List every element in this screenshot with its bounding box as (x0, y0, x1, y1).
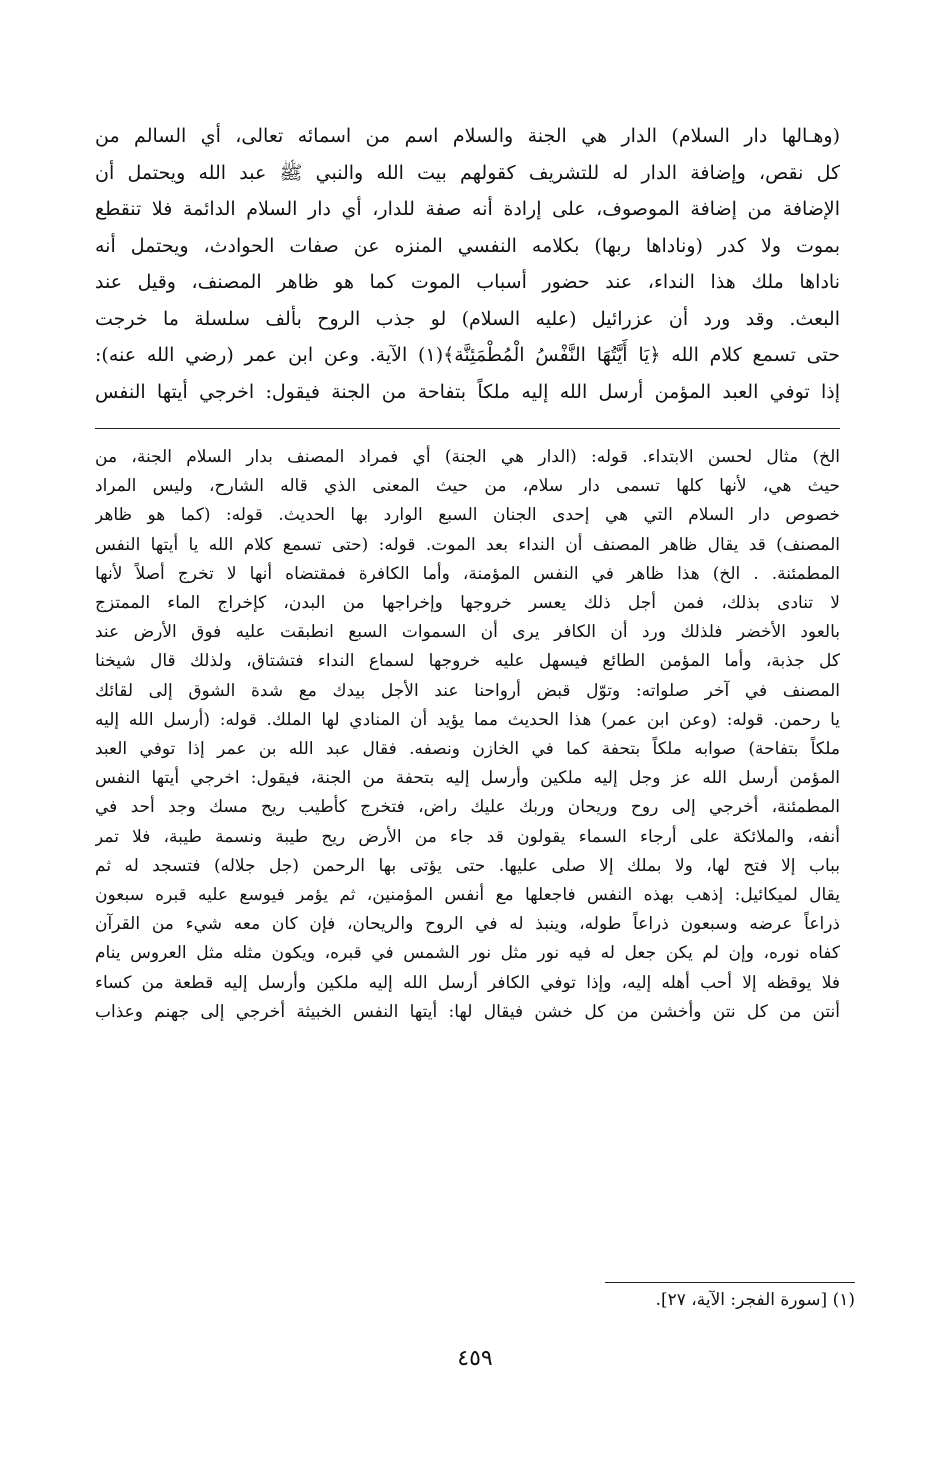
commentary-line: يا رحمن. قوله: (وعن ابن عمر) هذا الحديث مما يؤيد أن المنادي لها الملك. قوله: (أرسل الله إليه (95, 709, 840, 730)
commentary-line: المصنف في آخر صلواته: وتوّل قبض أرواحنا عند الأجل بيدك مع شدة الشوق إلى لقائك (95, 680, 840, 701)
main-text-line: البعث. وقد ورد أن عزرائيل (عليه السلام) لو جذب الروح بألف سلسلة ما خرجت (95, 307, 840, 330)
commentary-line: كل جذبة، وأما المؤمن الطائع فيسهل عليه خروجها لسماع النداء فتشتاق، ولذلك قال شيخنا (95, 651, 840, 672)
commentary-line: ملكاً بتفاحة) صوابه ملكاً بتحفة كما في الخازن ونصفه. فقال عبد الله بن عمر إذا توفي العبد (95, 739, 840, 760)
commentary-line: أنتن من كل نتن وأخشن من كل خشن فيقال لها: أيتها النفس الخبيثة أخرجي إلى جهنم وعذاب (95, 1001, 840, 1022)
commentary-line: المطمئنة، أخرجي إلى روح وريحان وربك عليك راض، فتخرج كأطيب ريح مسك وجد أحد في (95, 797, 840, 818)
commentary-line: بباب إلا فتح لها، ولا بملك إلا صلى عليها. حتى يؤتى بها الرحمن (جل جلاله) فتسجد له ثم (95, 855, 840, 876)
main-text-line: بموت ولا كدر (وناداها ربها) بكلامه النفسي المنزه عن صفات الحوادث، ويحتمل أنه (95, 234, 840, 257)
main-text-line: (وهـالها دار السلام) الدار هي الجنة والسلام اسم من اسمائه تعالى، أي السالم من (95, 125, 840, 147)
commentary-line: المؤمن أرسل الله عز وجل إليه ملكين وأرسل إليه بتحفة من الجنة، فيقول: اخرجي أيتها النفس (95, 768, 840, 789)
commentary-line: يقال لميكائيل: إذهب بهذه النفس فاجعلها مع أنفس المؤمنين، ثم يؤمر فيوسع عليه قبره سبعون (95, 885, 840, 906)
commentary-line: بالعود الأخضر فلذلك ورد أن الكافر يرى أن السموات السبع انطبقت عليه فوق الأرض عند (95, 622, 840, 643)
main-text-line: كل نقص، وإضافة الدار له للتشريف كقولهم بيت الله والنبي ﷺ عبد الله ويحتمل أن (95, 161, 840, 184)
commentary-line: كفاه نوره، وإن لم يكن جعل له فيه نور مثل نور الشمس في قبره، ويكون مثله مثل العروس ينام (95, 943, 840, 964)
commentary-line: المطمئنة. . الخ) هذا ظاهر في النفس المؤمنة، وأما الكافرة فمقتضاه أنها لا تخرج أصلاً لأنها (95, 563, 840, 584)
main-text-line: حتى تسمع كلام الله ﴿يَا أَيَّتُهَا النَّفْسُ الْمُطْمَئِنَّة﴾(١) الآية. وعن ابن عمر (رضي الله عنه): (95, 344, 840, 366)
commentary-line: أنفه، والملائكة على أرجاء السماء يقولون قد جاء من الأرض ريح طيبة ونسمة طيبة، فلا تمر (95, 826, 840, 847)
commentary-line: الخ) مثال لحسن الابتداء. قوله: (الدار هي الجنة) أي فمراد المصنف بدار السلام الجنة، من (95, 447, 840, 467)
commentary-text (95, 443, 840, 1027)
main-text (95, 118, 840, 410)
page-body (95, 118, 840, 1027)
commentary-line: ذراعاً عرضه وسبعون ذراعاً طوله، وينبذ له في الروح والريحان، فإن كان معه شيء من القرآن (95, 914, 840, 935)
commentary-line: المصنف) قد يقال ظاهر المصنف أن النداء بعد الموت. قوله: (حتى تسمع كلام الله يا أيتها النفس (95, 534, 840, 555)
main-text-line: ناداها ملك هذا النداء، عند حضور أسباب الموت كما هو ظاهر المصنف، وقيل عند (95, 271, 840, 293)
main-text-line: إذا توفي العبد المؤمن أرسل الله إليه ملكاً بتفاحة من الجنة فيقول: اخرجي أيتها النفس (95, 380, 840, 403)
main-text-line: الإضافة من إضافة الموصوف، على إرادة أنه صفة للدار، أي دار السلام الدائمة فلا تنقطع (95, 198, 840, 220)
section-divider (95, 428, 840, 429)
commentary-line: خصوص دار السلام التي هي إحدى الجنان السبع الوارد بها الحديث. قوله: (كما هو ظاهر (95, 505, 840, 526)
footnote-divider (605, 1282, 855, 1283)
page-number: ٤٥٩ (457, 1346, 493, 1371)
footnote: (١) [سورة الفجر: الآية، ٢٧]. (655, 1290, 855, 1310)
commentary-line: لا تنادى بذلك، فمن أجل ذلك يعسر خروجها وإخراجها من البدن، كإخراج الماء الممتزج (95, 593, 840, 614)
commentary-line: حيث هي، لأنها كلها تسمى دار سلام، من حيث المعنى الذي قاله الشارح، وليس المراد (95, 476, 840, 497)
commentary-line: فلا يوقظه إلا أحب أهله إليه، وإذا توفي الكافر أرسل الله إليه ملكين وأرسل إليه قطعة من كساء (95, 972, 840, 993)
